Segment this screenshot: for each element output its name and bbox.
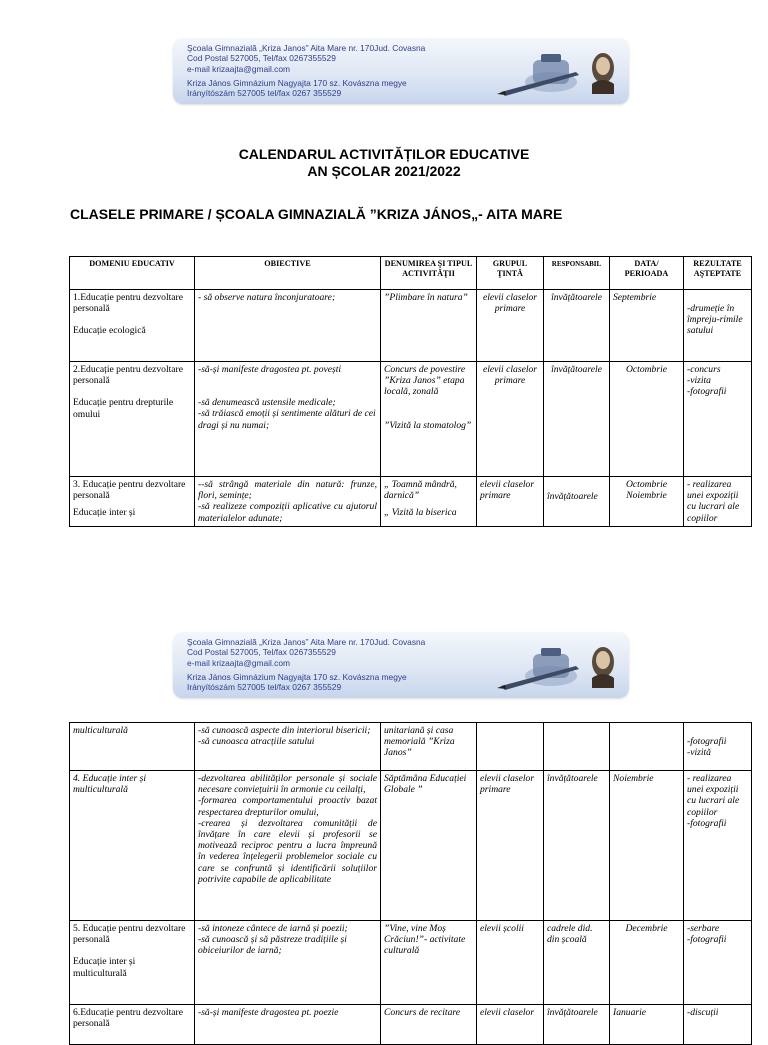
column-header-objectives: OBIECTIVE [195,257,381,290]
header-line-4: Kriza János Gimnázium Nagyajta 170 sz. Kovászna megye [187,671,407,682]
table-header-row [70,257,752,290]
table-row [70,921,752,1005]
activities-table-page-2 [69,722,752,1045]
cell-domain: 1.Educație pentru dezvoltare personală Educație ecologică [70,290,195,362]
classes-subtitle: CLASELE PRIMARE / ȘCOALA GIMNAZIALĂ ”KRIZA JÁNOS„- AITA MARE [70,206,563,222]
cell-domain: 2.Educație pentru dezvoltare personală Educație pentru drepturile omului [70,362,195,477]
cell-period [610,723,684,771]
cell-activity: unitariană și casa memorială ”Kriza Janos” [381,723,477,771]
cell-responsible: învățătoarele [544,1005,610,1045]
header-line-1: Şcoala Gimnazială „Kriza Janos” Aita Mare nr. 170Jud. Covasna [187,43,426,53]
inkwell-pen-portrait-illustration [481,636,621,694]
column-header-activity: DENUMIREA ŞI TIPUL ACTIVITĂŢII [381,257,477,290]
cell-results: -fotografii -vizită [684,723,752,771]
cell-objectives: -să intoneze cântece de iarnă și poezii; -să cunoască și să păstreze tradițiile și obiceiurilor de iarnă; [195,921,381,1005]
header-line-2: Cod Postal 527005, Tel/fax 0267355529 [187,647,336,658]
cell-target: elevii claselor primare [477,771,544,921]
cell-objectives: -să-și manifeste dragostea pt. poezie [195,1005,381,1045]
header-line-2: Cod Postal 527005, Tel/fax 0267355529 [187,53,336,64]
table-row [70,1005,752,1045]
cell-activity: Săptămâna Educației Globale ” [381,771,477,921]
school-header-banner [173,632,629,698]
cell-objectives: --să strângă materiale din natură: frunze, flori, semințe; -să realizeze compoziții aplicative cu ajutorul materialelor adunate; [195,477,381,527]
cell-target: elevii școlii [477,921,544,1005]
cell-objectives: -să cunoască aspecte din interiorul bisericii; -să cunoasca atracțiile satului [195,723,381,771]
column-header-responsible: RESPONSABIL [544,257,610,290]
cell-results: - realizarea unei expoziții cu lucrari ale copiilor -fotografii [684,771,752,921]
title-line-1: CALENDARUL ACTIVITĂȚILOR EDUCATIVE [238,146,530,162]
cell-results: -drumeție în împreju-rimile satului [684,290,752,362]
header-line-5: Irányítószám 527005 tel/fax 0267 355529 [187,88,342,99]
header-line-5: Irányítószám 527005 tel/fax 0267 355529 [187,682,342,693]
column-header-period: DATA/ PERIOADA [610,257,684,290]
cell-target: elevii claselor primare [477,290,544,362]
cell-domain: 3. Educație pentru dezvoltare personală Educație inter și [70,477,195,527]
cell-domain: 6.Educație pentru dezvoltare personală [70,1005,195,1045]
column-header-target: GRUPUL ŢINTĂ [477,257,544,290]
table-row [70,723,752,771]
cell-target: elevii claselor primare [477,362,544,477]
cell-period: Noiembrie [610,771,684,921]
cell-objectives: - să observe natura înconjuratoare; [195,290,381,362]
cell-period: Octombrie [610,362,684,477]
activities-table-page-1 [69,256,752,527]
cell-activity: ”Vine, vine Moș Crăciun!”- activitate culturală [381,921,477,1005]
cell-objectives: -dezvoltarea abilităților personale și sociale necesare conviețuirii în armonie cu ceilalți, -formarea comportamentului proactiv bazat respectarea drepturilor omului, -crearea și dezvoltarea comunității de învățare în care elevii și profesorii se motivează reciproc pentru a lucra împreună în vederea înțelegerii problemelor sociale cu care se confruntă și identificării soluțiilor potrivite capabile de aplicabilitate [195,771,381,921]
cell-activity: ”Plimbare în natura” [381,290,477,362]
cell-results: -serbare -fotografii [684,921,752,1005]
cell-results: - realizarea unei expoziții cu lucrari ale copiilor [684,477,752,527]
document-page-2 [0,622,768,1030]
cell-period: Decembrie [610,921,684,1005]
cell-activity: Concurs de povestire ”Kriza Janos” etapa locală, zonală ”Vizită la stomatolog” [381,362,477,477]
cell-domain: 5. Educație pentru dezvoltare personală Educație inter și multiculturală [70,921,195,1005]
cell-target: elevii claselor primare [477,477,544,527]
column-header-domain: DOMENIU EDUCATIV [70,257,195,290]
cell-responsible: învățătoarele [544,290,610,362]
cell-objectives: -să-și manifeste dragostea pt. povești -să denumească ustensile medicale; -să trăiască emoții și sentimente alături de cei dragi și nu numai; [195,362,381,477]
cell-responsible: învățătoarele [544,771,610,921]
cell-responsible [544,723,610,771]
cell-responsible: învățătoarele [544,362,610,477]
cell-period: Septembrie [610,290,684,362]
cell-target [477,723,544,771]
cell-activity: Concurs de recitare [381,1005,477,1045]
title-line-2: AN ȘCOLAR 2021/2022 [307,163,461,179]
cell-activity: „ Toamnă mândră, darnică” „ Vizită la biserica [381,477,477,527]
cell-responsible: cadrele did. din școală [544,921,610,1005]
header-line-3: e-mail krizaajta@gmail.com [187,63,290,74]
header-line-1: Şcoala Gimnazială „Kriza Janos” Aita Mare nr. 170Jud. Covasna [187,637,426,647]
table-row [70,362,752,477]
table-row [70,477,752,527]
inkwell-pen-portrait-illustration [481,42,621,100]
header-line-4: Kriza János Gimnázium Nagyajta 170 sz. Kovászna megye [187,77,407,88]
cell-period: Ianuarie [610,1005,684,1045]
table-row [70,290,752,362]
table-row [70,771,752,921]
cell-results: -discuții [684,1005,752,1045]
calendar-title [0,146,768,180]
school-contact-block [187,637,425,692]
school-header-banner [173,38,629,104]
column-header-results: REZULTATE AŞTEPTATE [684,257,752,290]
cell-period: Octombrie Noiembrie [610,477,684,527]
cell-target: elevii claselor [477,1005,544,1045]
cell-domain: 4. Educație inter și multiculturală [70,771,195,921]
cell-results: -concurs -vizita -fotografii [684,362,752,477]
cell-domain: multiculturală [70,723,195,771]
cell-responsible: învățătoarele [544,477,610,527]
school-contact-block [187,43,425,98]
header-line-3: e-mail krizaajta@gmail.com [187,657,290,668]
